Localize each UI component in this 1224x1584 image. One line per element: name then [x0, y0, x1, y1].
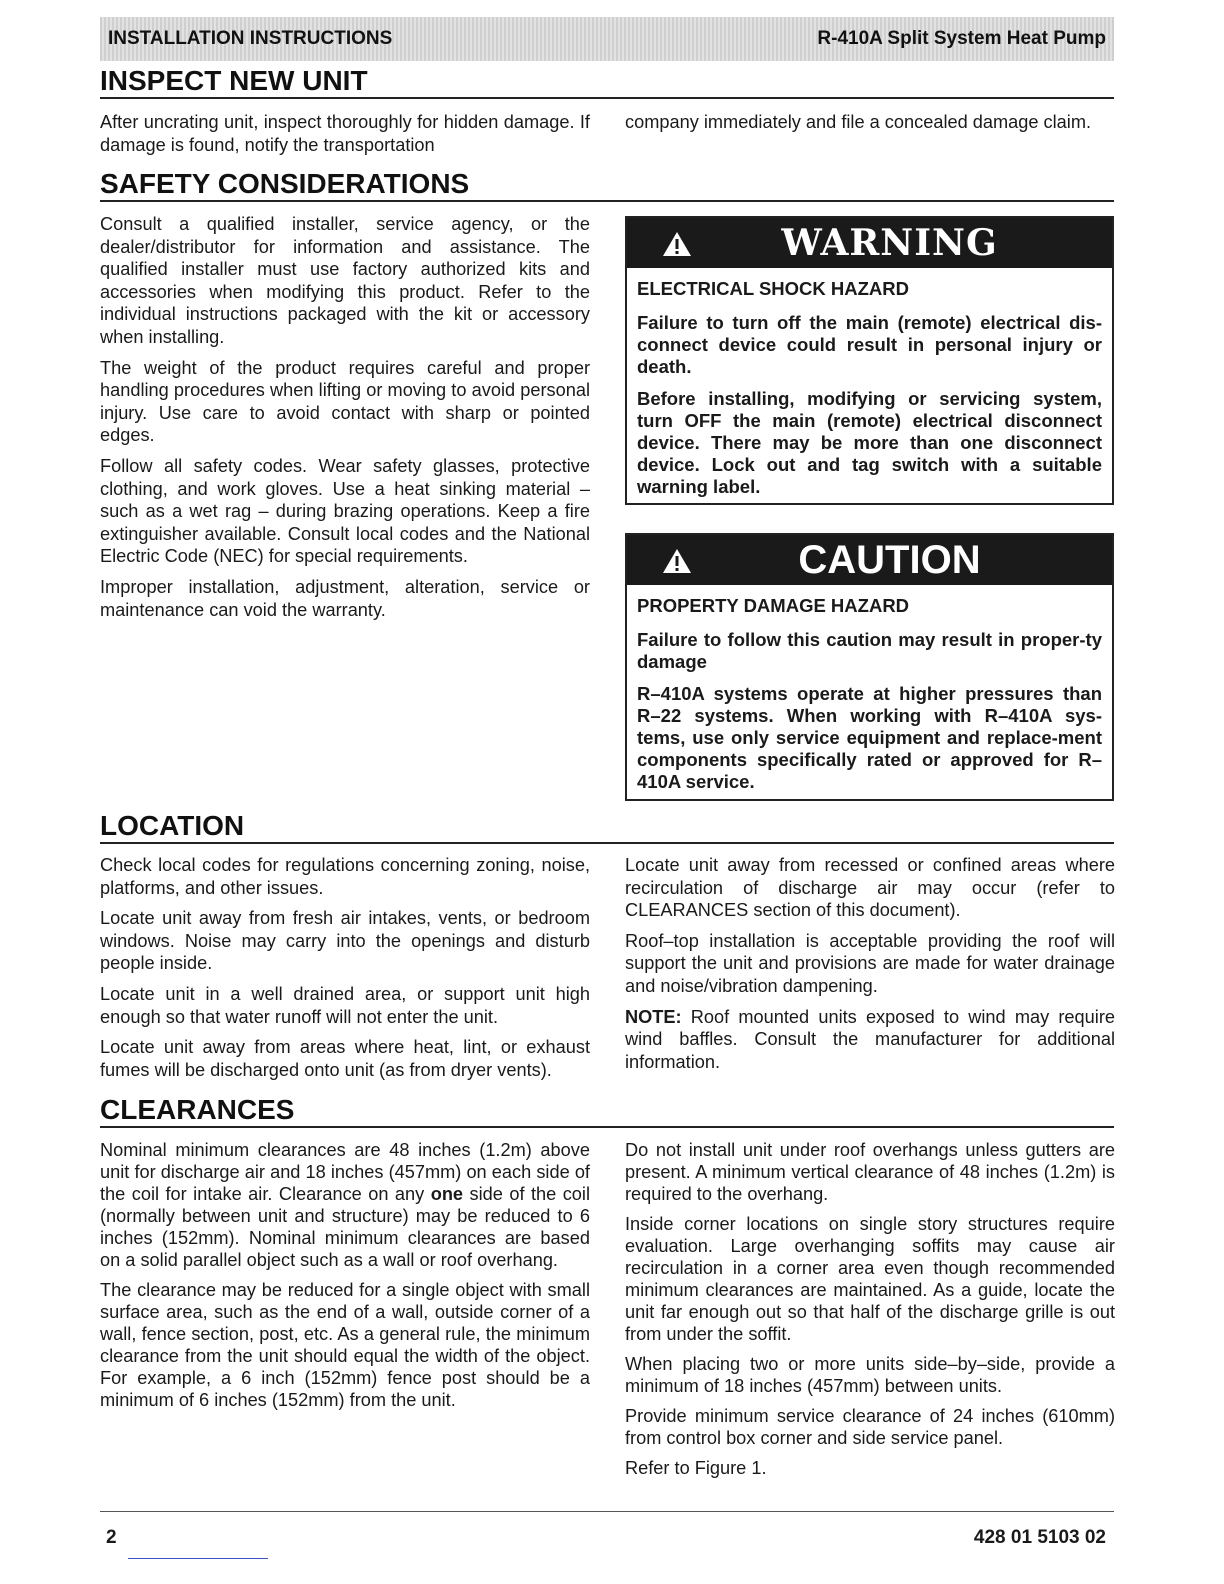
header-right-title: R-410A Split System Heat Pump [817, 28, 1106, 49]
caution-hazard-title: PROPERTY DAMAGE HAZARD [637, 595, 910, 616]
location-note [625, 1006, 1115, 1074]
location-paragraph: Locate unit in a well drained area, or support unit high enough so that water runoff will not enter the unit. [100, 983, 590, 1027]
clearances-paragraph: Do not install unit under roof overhangs unless gutters are present. A minimum vertical clearance of 48 inches (1.2m) is required to the overhang. [625, 1140, 1115, 1204]
caution-text-1: Failure to follow this caution may result in proper-ty damage [637, 629, 1102, 672]
warning-text-2: Before installing, modifying or servicing system, turn OFF the main (remote) electrical disconnect device. There may be more than one disconnect device. Lock out and tag switch with a suitable warning label. [637, 388, 1102, 497]
clearances-text: side of the coil (normally between unit and structure) may be reduced to 6 inches (152mm). Nominal minimum clearances are based on a solid parallel object such as a wall or roof overhang. [100, 1184, 590, 1270]
inspect-left-column [100, 111, 590, 164]
location-paragraph: Check local codes for regulations concerning zoning, noise, platforms, and other issues. [100, 855, 590, 898]
footer-divider [100, 1511, 1114, 1512]
location-right-column [625, 854, 1115, 1081]
location-paragraph: Roof–top installation is acceptable providing the roof will support the unit and provisions are made for water drainage and noise/vibration dampening. [625, 930, 1115, 996]
clearances-paragraph: When placing two or more units side–by–side, provide a minimum of 18 inches (457mm) between units. [625, 1354, 1115, 1396]
page-number: 2 [106, 1527, 117, 1548]
warning-box [625, 216, 1114, 505]
clearances-paragraph: The clearance may be reduced for a single object with small surface area, such as the end of a wall, outside corner of a wall, fence section, post, etc. As a general rule, the minimum clearance from the unit should equal the width of the object. For example, a 6 inch (152mm) fence post should be a minimum of 6 inches (152mm) from the unit. [100, 1280, 590, 1410]
warning-label: WARNING [781, 222, 998, 264]
warning-hazard-title: ELECTRICAL SHOCK HAZARD [637, 278, 910, 299]
safety-heading: SAFETY CONSIDERATIONS [100, 169, 1114, 202]
location-left-column [100, 854, 590, 1089]
inspect-right-column [625, 111, 1115, 142]
safety-paragraph: Consult a qualified installer, service agency, or the dealer/distributor for information and assistance. The qualified installer must use factory authorized kits and accessories when modifying this product. Refer to the individual instructions packaged with the kit or accessory when installing. [100, 214, 590, 347]
clearances-paragraph: Provide minimum service clearance of 24 inches (610mm) from control box corner and side service panel. [625, 1406, 1115, 1448]
clearances-paragraph: Refer to Figure 1. [625, 1458, 767, 1478]
warning-header [627, 218, 1112, 268]
clearances-emphasis: one [430, 1184, 464, 1204]
safety-paragraph: Improper installation, adjustment, alteration, service or maintenance can void the warranty. [100, 576, 590, 620]
inspect-text-right: company immediately and file a concealed damage claim. [625, 112, 1092, 132]
footer-link-underline [128, 1558, 268, 1559]
clearances-left-column [100, 1139, 590, 1419]
location-paragraph: Locate unit away from recessed or confined areas where recirculation of discharge air may occur (refer to CLEARANCES section of this document). [625, 855, 1115, 921]
note-text: Roof mounted units exposed to wind may require wind baffles. Consult the manufacturer for additional information. [625, 1006, 1115, 1072]
caution-text-2: R–410A systems operate at higher pressures than R–22 systems. When working with R–410A sys-tems, use only service equipment and replace-ment components specifically rated or approved for R–410A service. [637, 683, 1102, 792]
inspect-heading: INSPECT NEW UNIT [100, 66, 1114, 99]
clearances-heading: CLEARANCES [100, 1095, 1114, 1128]
note-label: NOTE: [625, 1006, 682, 1027]
safety-paragraph: The weight of the product requires careful and proper handling procedures when lifting or moving to avoid personal injury. Use care to avoid contact with sharp or pointed edges. [100, 357, 590, 446]
location-paragraph: Locate unit away from fresh air intakes, vents, or bedroom windows. Noise may carry into the openings and disturb people inside. [100, 908, 590, 974]
location-heading: LOCATION [100, 811, 1114, 844]
clearances-paragraph: Inside corner locations on single story structures require evaluation. Large overhanging soffits may cause air recirculation in a corner area even though recommended minimum clearances are maintained. As a guide, locate the unit far enough out so that half of the discharge grille is out from under the soffit. [625, 1214, 1115, 1344]
safety-column [100, 213, 590, 629]
caution-header [627, 535, 1112, 585]
warning-body [627, 268, 1112, 512]
clearances-right-column [625, 1139, 1115, 1487]
caution-label: CAUTION [798, 537, 981, 582]
location-paragraph: Locate unit away from areas where heat, lint, or exhaust fumes will be discharged onto unit (as from dryer vents). [100, 1037, 590, 1080]
caution-body [627, 585, 1112, 807]
header-bar [100, 17, 1114, 61]
clearances-paragraph [100, 1139, 590, 1271]
document-number: 428 01 5103 02 [973, 1527, 1106, 1548]
caution-box [625, 533, 1114, 801]
safety-paragraph: Follow all safety codes. Wear safety glasses, protective clothing, and work gloves. Use a heat sinking material – such as a wet rag – during brazing operations. Keep a fire extinguisher available. Consult local codes and the National Electric Code (NEC) for special requirements. [100, 455, 590, 567]
header-left-title: INSTALLATION INSTRUCTIONS [108, 28, 393, 49]
clearances-text: Nominal minimum clearances are 48 inches (1.2m) above unit for discharge air and 18 inches (457mm) on each side of the coil for intake air. Clearance on any [100, 1140, 590, 1204]
warning-text-1: Failure to turn off the main (remote) electrical dis-connect device could result in personal injury or death. [637, 312, 1102, 377]
inspect-text-left: After uncrating unit, inspect thoroughly for hidden damage. If damage is found, notify the transportation [100, 112, 590, 155]
